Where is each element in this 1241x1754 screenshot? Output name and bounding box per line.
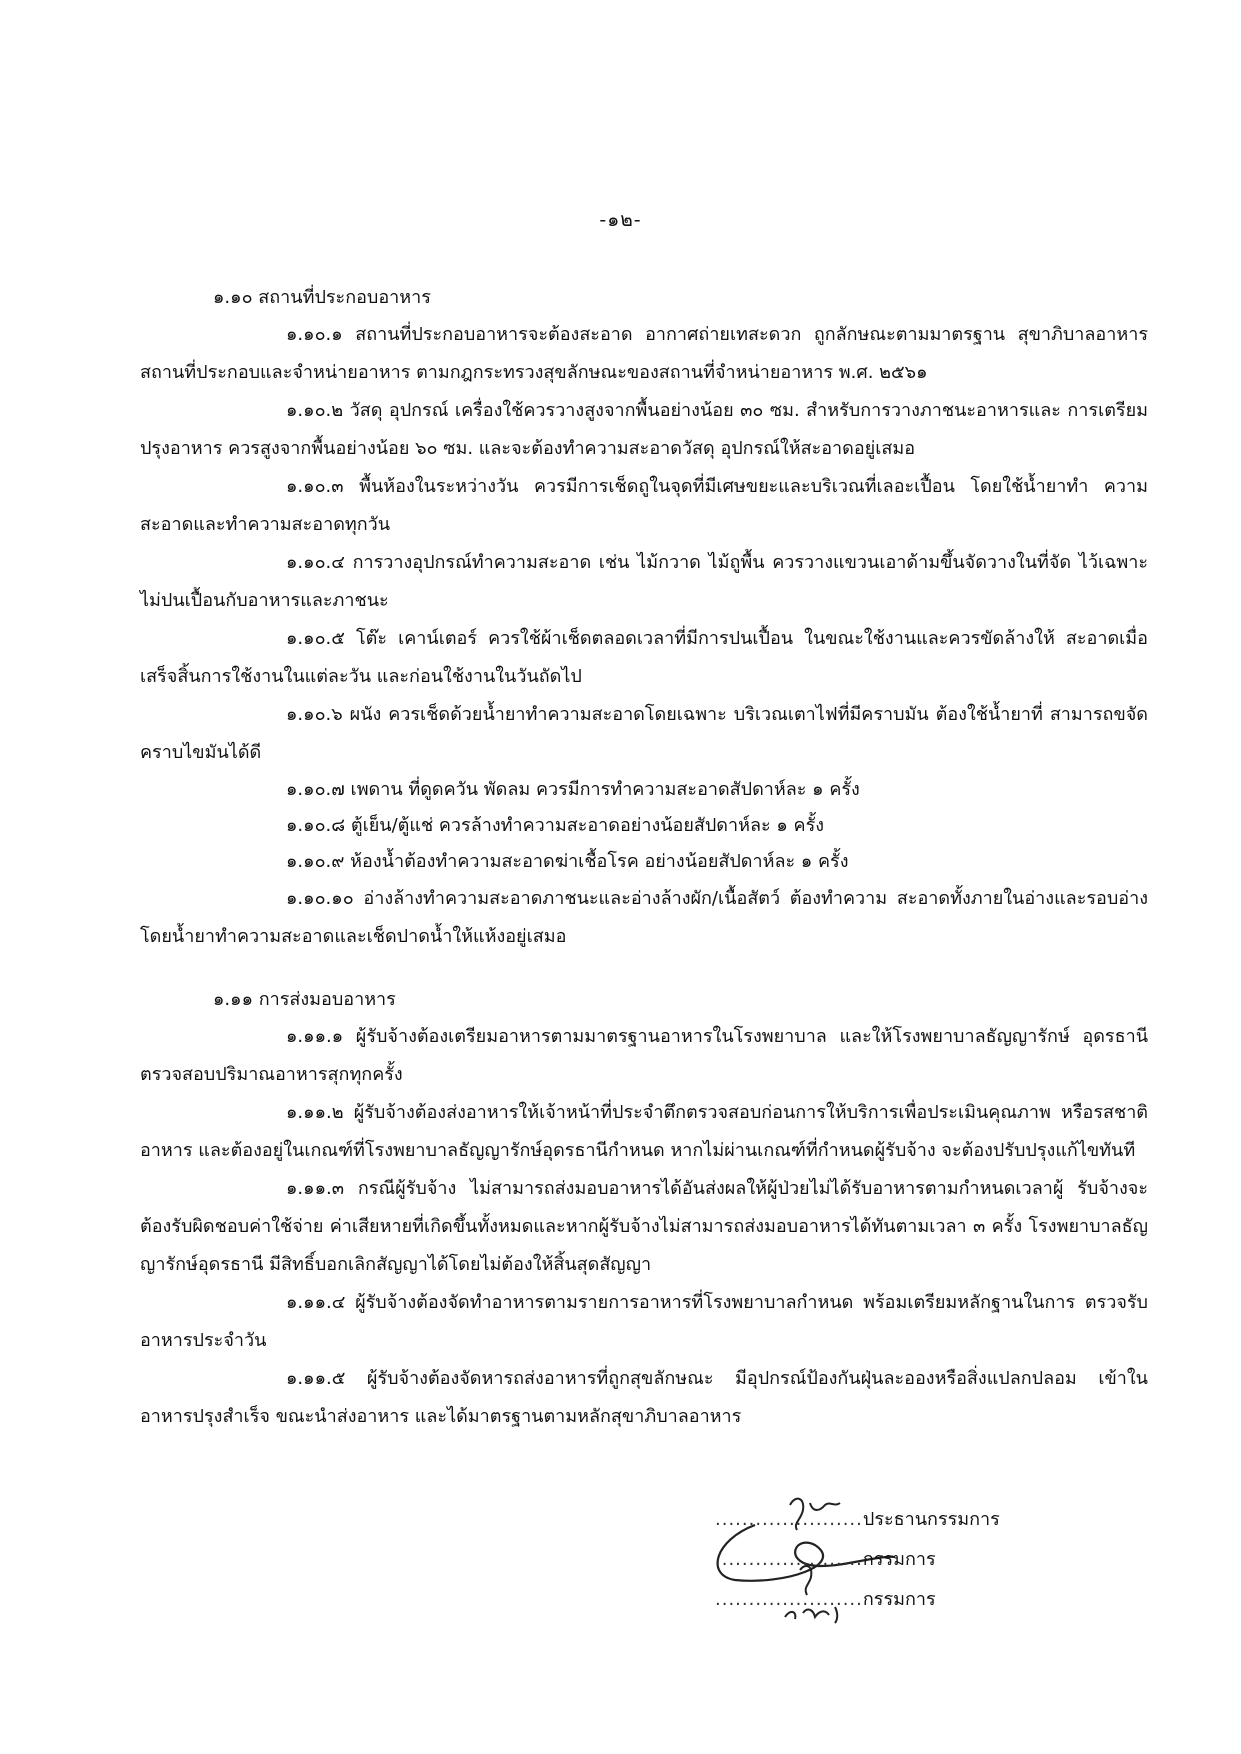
clause-number: ๑.๑๐.๓ — [286, 476, 344, 497]
clause-1-11-1 — [140, 1018, 1148, 1094]
clause-text: ผู้รับจ้างต้องจัดทำอาหารตามรายการอาหารที่โรงพยาบาลกำหนด พร้อมเตรียมหลักฐานในการ ตรวจรับอาหารประจำวัน — [140, 1292, 1148, 1351]
clause-text: อ่างล้างทำความสะอาดภาชนะและอ่างล้างผัก/เนื้อสัตว์ ต้องทำความ สะอาดทั้งภายในอ่างและรอบอ่าง โดยน้ำยาทำความสะอาดและเช็ดปาดน้ำให้แห้งอยู่เสมอ — [140, 888, 1148, 947]
clause-text: กรณีผู้รับจ้าง ไม่สามารถส่งมอบอาหารได้อันส่งผลให้ผู้ป่วยไม่ได้รับอาหารตามกำหนดเวลาผู้ รับจ้างจะต้องรับผิดชอบค่าใช้จ่าย ค่าเสียหายที่เกิดขึ้นทั้งหมดและหากผู้รับจ้างไม่สามารถส่งมอบอาหารได้ทันตามเวลา ๓ ครั้ง โรงพยาบาลธัญญารักษ์อุดรธานี มีสิทธิ์บอกเลิกสัญญาได้โดยไม่ต้องให้สิ้นสุดสัญญา — [140, 1178, 1148, 1275]
clause-text: ผนัง ควรเช็ดด้วยน้ำยาทำความสะอาดโดยเฉพาะ บริเวณเตาไฟที่มีคราบมัน ต้องใช้น้ำยาที่ สามารถขจัดคราบไขมันได้ดี — [140, 704, 1148, 763]
signature-role: ประธานกรรมการ — [862, 1509, 1000, 1530]
clause-number: ๑.๑๐.๔ — [286, 552, 345, 573]
clause-1-11-5 — [140, 1360, 1148, 1436]
clause-text: วัสดุ อุปกรณ์ เครื่องใช้ควรวางสูงจากพื้นอย่างน้อย ๓๐ ซม. สำหรับการวางภาชนะอาหารและ การเตรียมปรุงอาหาร ควรสูงจากพื้นอย่างน้อย ๖๐ ซม. และจะต้องทำความสะอาดวัสดุ อุปกรณ์ให้สะอาดอยู่เสมอ — [140, 400, 1148, 459]
clause-1-11-2 — [140, 1094, 1148, 1170]
clause-number: ๑.๑๐.๕ — [286, 628, 345, 649]
clause-number: ๑.๑๐.๖ — [286, 704, 343, 725]
clause-1-11-4 — [140, 1284, 1148, 1360]
signature-block — [695, 1500, 1095, 1620]
signature-line: ...................... — [715, 1589, 863, 1610]
page-number: -๑๒- — [599, 209, 642, 231]
section-heading-1-11: ๑.๑๑ การส่งมอบอาหาร — [213, 989, 396, 1010]
clause-number: ๑.๑๐.๑ — [286, 324, 343, 345]
clause-1-10-2 — [140, 392, 1148, 468]
section-spacer — [140, 956, 1148, 982]
signature-row-chairman — [715, 1500, 1095, 1540]
clause-1-10-1 — [140, 316, 1148, 392]
clause-number: ๑.๑๑.๕ — [286, 1368, 346, 1389]
clause-number: ๑.๑๑.๓ — [286, 1178, 345, 1199]
signature-row-member-1 — [715, 1540, 1095, 1580]
clause-1-10-9: ๑.๑๐.๙ ห้องน้ำต้องทำความสะอาดฆ่าเชื้อโรค อย่างน้อยสัปดาห์ละ ๑ ครั้ง — [286, 851, 849, 872]
clause-1-10-4 — [140, 544, 1148, 620]
clause-text: ผู้รับจ้างต้องเตรียมอาหารตามมาตรฐานอาหารในโรงพยาบาล และให้โรงพยาบาลธัญญารักษ์ อุดรธานี ตรวจสอบปริมาณอาหารสุกทุกครั้ง — [140, 1026, 1148, 1085]
section-heading-1-10: ๑.๑๐ สถานที่ประกอบอาหาร — [213, 287, 431, 308]
document-body — [140, 280, 1148, 1436]
signature-role: กรรมการ — [862, 1589, 936, 1610]
clause-text: ผู้รับจ้างต้องจัดหารถส่งอาหารที่ถูกสุขลักษณะ มีอุปกรณ์ป้องกันฝุ่นละอองหรือสิ่งแปลกปลอม เข้าในอาหารปรุงสำเร็จ ขณะนำส่งอาหาร และได้มาตรฐานตามหลักสุขาภิบาลอาหาร — [140, 1368, 1148, 1427]
signature-role: กรรมการ — [862, 1549, 936, 1570]
clause-1-11-3 — [140, 1170, 1148, 1284]
clause-1-10-7: ๑.๑๐.๗ เพดาน ที่ดูดควัน พัดลม ควรมีการทำความสะอาดสัปดาห์ละ ๑ ครั้ง — [286, 779, 860, 800]
clause-1-10-8: ๑.๑๐.๘ ตู้เย็น/ตู้แช่ ควรล้างทำความสะอาดอย่างน้อยสัปดาห์ละ ๑ ครั้ง — [286, 815, 825, 836]
clause-1-10-6 — [140, 696, 1148, 772]
clause-text: พื้นห้องในระหว่างวัน ควรมีการเช็ดถูในจุดที่มีเศษขยะและบริเวณที่เลอะเปื้อน โดยใช้น้ำยาทำ ความสะอาดและทำความสะอาดทุกวัน — [140, 476, 1148, 535]
clause-number: ๑.๑๑.๒ — [286, 1102, 344, 1123]
clause-number: ๑.๑๑.๑ — [286, 1026, 344, 1047]
signature-row-member-2 — [715, 1580, 1095, 1620]
clause-text: การวางอุปกรณ์ทำความสะอาด เช่น ไม้กวาด ไม้ถูพื้น ควรวางแขวนเอาด้ามขึ้นจัดวางในที่จัด ไว้เฉพาะ ไม่ปนเปื้อนกับอาหารและภาชนะ — [140, 552, 1149, 611]
clause-1-10-10 — [140, 880, 1148, 956]
clause-text: ผู้รับจ้างต้องส่งอาหารให้เจ้าหน้าที่ประจำตึกตรวจสอบก่อนการให้บริการเพื่อประเมินคุณภาพ หรือรสชาติอาหาร และต้องอยู่ในเกณฑ์ที่โรงพยาบาลธัญญารักษ์อุดรธานีกำหนด หากไม่ผ่านเกณฑ์ที่กำหนดผู้รับจ้าง จะต้องปรับปรุงแก้ไขทันที — [140, 1102, 1148, 1161]
clause-1-10-5 — [140, 620, 1148, 696]
clause-text: โต๊ะ เคาน์เตอร์ ควรใช้ผ้าเช็ดตลอดเวลาที่มีการปนเปื้อน ในขณะใช้งานและควรขัดล้างให้ สะอาดเมื่อเสร็จสิ้นการใช้งานในแต่ละวัน และก่อนใช้งานในวันถัดไป — [140, 628, 1148, 687]
clause-number: ๑.๑๑.๔ — [286, 1292, 346, 1313]
clause-text: สถานที่ประกอบอาหารจะต้องสะอาด อากาศถ่ายเทสะดวก ถูกลักษณะตามมาตรฐาน สุขาภิบาลอาหาร สถานที่ประกอบและจำหน่ายอาหาร ตามกฎกระทรวงสุขลักษณะของสถานที่จำหน่ายอาหาร พ.ศ. ๒๕๖๑ — [140, 324, 1148, 383]
signature-line: ...................... — [715, 1549, 863, 1570]
clause-1-10-3 — [140, 468, 1148, 544]
clause-number: ๑.๑๐.๑๐ — [286, 888, 354, 909]
clause-number: ๑.๑๐.๒ — [286, 400, 344, 421]
signature-line: ...................... — [715, 1509, 863, 1530]
